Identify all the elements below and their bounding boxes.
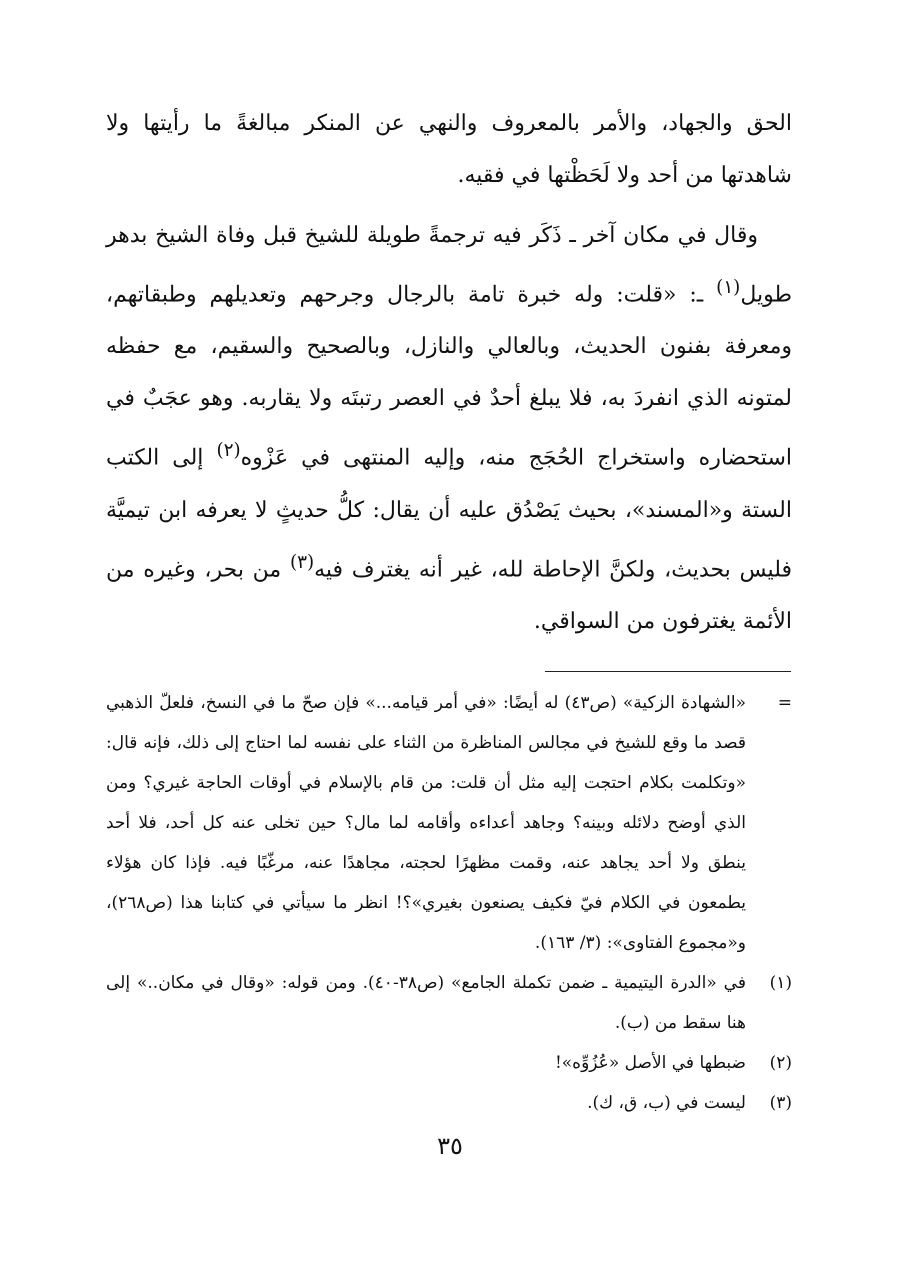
footnote-text: «الشهادة الزكية» (ص٤٣) له أيضًا: «في أمر قيامه...» فإن صحّ ما في النسخ، فلعلّ الذهبي قصد ما وقع للشيخ في مجالس المناظرة من الثناء على نفسه لما احتاج إلى ذلك، فإنه قال: «وتكلمت بكلام احتجت إليه مثل أن قلت: من قام بالإسلام في أوقات الحاجة غيري؟ ومن الذي أوضح دلائله وبينه؟ وجاهد أعداءه وأقامه لما مال؟ حين تخلى عنه كل أحد، فلا أحد ينطق ولا أحد يجاهد عنه، وقمت مظهرًا لحجته، مجاهدًا عنه، مرغّبًا فيه. فإذا كان هؤلاء يطمعون في الكلام فيّ فكيف يصنعون بغيري»؟! انظر ما سيأتي في كتابنا هذا (ص٢٦٨)، و«مجموع الفتاوى»: (٣/ ١٦٣). [106,693,746,953]
footnote-text: ضبطها في الأصل «عُزُوِّه»! [554,1053,746,1073]
footnote-3 [106,1083,792,1123]
paragraph-1: الحق والجهاد، والأمر بالمعروف والنهي عن المنكر مبالغةً ما رأيتها ولا شاهدتها من أحد ولا لَحَظْتها في فقيه. [106,111,792,188]
paragraph-2-part-c: إلى الكتب الستة و«المسند»، بحيث يَصْدُق عليه أن يقال: كلُّ حديثٍ لا يعرفه ابن تيميَّة فليس بحديث، ولكنَّ الإحاطة لله، غير أنه يغترف فيه [106,445,792,582]
footnote-continued [106,683,792,963]
footnote-ref-2: (٢) [216,440,241,462]
main-text [106,98,792,648]
footnote-mark: (٣) [769,1093,792,1113]
paragraph-2-part-d: من بحر، وغيره من الأئمة يغترفون من السواقي. [106,556,792,634]
footnote-ref-1: (١) [716,277,741,298]
footnotes [106,683,792,1123]
footnote-text: ليست في (ب، ق، ك). [587,1093,746,1113]
footnote-separator [545,671,791,672]
footnote-text: في «الدرة اليتيمية ـ ضمن تكملة الجامع» (ص٣٨-٤٠). ومن قوله: «وقال في مكان..» إلى هنا سقط من (ب). [106,973,746,1033]
page-number: ٣٥ [437,1132,463,1160]
footnote-2 [106,1043,792,1083]
footnote-1 [106,963,792,1043]
footnote-mark: (٢) [769,1053,792,1073]
footnote-mark: (١) [769,973,792,993]
paragraph-2-part-a: وقال في مكان آخر ـ ذَكَر فيه ترجمةً طويلة للشيخ قبل وفاة الشيخ بدهر طويل [106,223,792,308]
footnote-ref-3: (٣) [289,551,315,573]
paragraph-2-part-b: ـ: «قلت: وله خبرة تامة بالرجال وجرحهم وتعديلهم وطبقاتهم، ومعرفة بفنون الحديث، وبالعالي والنازل، وبالصحيح والسقيم، مع حفظه لمتونه الذي انفردَ به، فلا يبلغ أحدٌ في العصر رتبتَه ولا يقاربه. وهو عجَبٌ في استحضاره واستخراج الحُجَج منه، وإليه المنتهى في عَزْوه [106,282,792,471]
footnote-mark: = [777,693,792,713]
paragraph-2 [106,210,792,648]
